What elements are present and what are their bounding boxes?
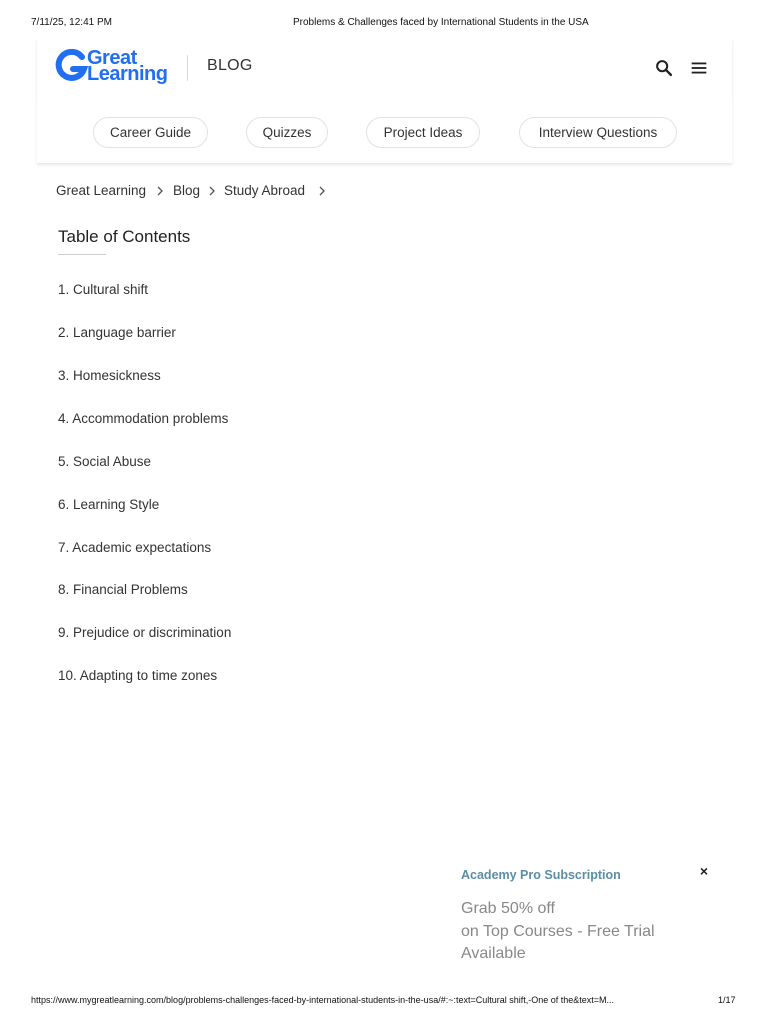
toc-item-language-barrier[interactable]: 2. Language barrier [58, 325, 176, 340]
search-icon[interactable] [653, 57, 675, 79]
hamburger-menu-icon[interactable] [688, 57, 710, 79]
toc-item-cultural-shift[interactable]: 1. Cultural shift [58, 282, 149, 297]
toc-item-social-abuse[interactable]: 5. Social Abuse [58, 454, 152, 469]
great-learning-g-logo-icon [55, 49, 89, 83]
chevron-right-icon [154, 185, 166, 197]
toc-item-homesickness[interactable]: 3. Homesickness [58, 368, 161, 383]
chevron-right-icon [206, 185, 218, 197]
toc-item-time-zones[interactable]: 10. Adapting to time zones [58, 668, 218, 683]
promo-body [461, 898, 691, 966]
toc-item-accommodation-problems[interactable]: 4. Accommodation problems [58, 411, 229, 426]
chevron-right-icon [316, 185, 328, 197]
toc-heading-underline [58, 254, 106, 255]
category-pill-bar [37, 98, 732, 163]
toc-item-academic-expectations[interactable]: 7. Academic expectations [58, 540, 212, 555]
header-divider [187, 55, 188, 81]
breadcrumb-great-learning[interactable]: Great Learning [56, 183, 147, 198]
breadcrumb-study-abroad[interactable]: Study Abroad [224, 183, 306, 198]
pill-interview-questions[interactable]: Interview Questions [519, 117, 677, 148]
promo-line1: Grab 50% off [461, 900, 555, 917]
great-learning-logo[interactable] [55, 49, 169, 85]
toc-heading: Table of Contents [58, 227, 191, 246]
toc-item-learning-style[interactable]: 6. Learning Style [58, 497, 160, 512]
logo-word-great: Great [87, 47, 137, 69]
print-url: https://www.mygreatlearning.com/blog/problems-challenges-faced-by-international-students-in-the-usa/#:~:text=Cultural shift,-One of the&text=M... [31, 995, 615, 1005]
breadcrumb-blog[interactable]: Blog [173, 183, 201, 198]
academy-pro-promo[interactable] [461, 868, 721, 968]
promo-kicker: Academy Pro Subscription [461, 868, 621, 882]
print-page-title: Problems & Challenges faced by International Students in the USA [293, 17, 589, 28]
pill-quizzes[interactable]: Quizzes [246, 117, 328, 148]
logo-word-learning: Learning [87, 63, 168, 85]
close-icon[interactable]: × [699, 863, 709, 879]
site-header [37, 38, 732, 98]
print-page-number: 1/17 [718, 995, 736, 1005]
toc-item-financial-problems[interactable]: 8. Financial Problems [58, 582, 188, 597]
pill-project-ideas[interactable]: Project Ideas [366, 117, 480, 148]
blog-section-label[interactable]: BLOG [207, 57, 253, 74]
promo-line2: on Top Courses - Free Trial Available [461, 922, 655, 962]
print-date: 7/11/25, 12:41 PM [31, 17, 112, 28]
pill-career-guide[interactable]: Career Guide [93, 117, 208, 148]
toc-item-prejudice-discrimination[interactable]: 9. Prejudice or discrimination [58, 625, 232, 640]
